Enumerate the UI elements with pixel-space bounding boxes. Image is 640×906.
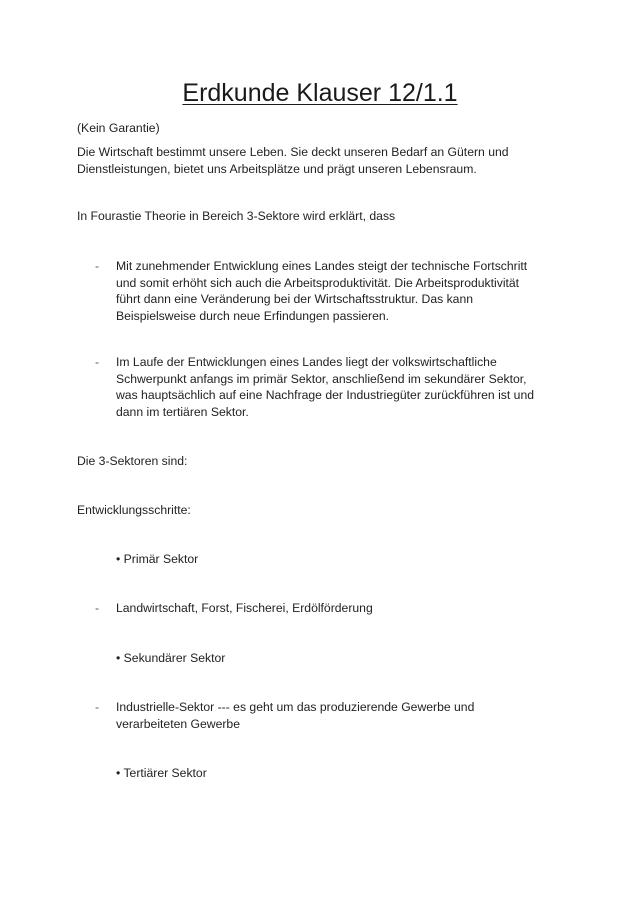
point-line: Mit zunehmender Entwicklung eines Landes steigt der technische Fortschritt — [116, 259, 528, 273]
steps-heading: Entwicklungsschritte: — [77, 503, 191, 517]
point-line: Schwerpunkt anfangs im primär Sektor, anschließend im sekundärer Sektor, — [116, 371, 527, 386]
sector-name: Tertiärer Sektor — [123, 766, 207, 780]
sector-description — [116, 699, 474, 732]
dash-marker: - — [95, 355, 100, 369]
sector-name: Sekundärer Sektor — [123, 651, 226, 665]
description-line: Landwirtschaft, Forst, Fischerei, Erdölförderung — [116, 601, 373, 615]
dash-marker: - — [95, 601, 100, 615]
point-line: führt dann eine Veränderung bei der Wirtschaftsstruktur. Das kann — [116, 292, 474, 306]
point-line: und somit erhöht sich auch die Arbeitsproduktivität. Die Arbeitsproduktivität — [116, 275, 520, 290]
point-line: Beispielsweise durch neue Erfindungen passieren. — [116, 308, 390, 323]
description-line: verarbeiteten Gewerbe — [116, 716, 240, 731]
sector-heading — [116, 765, 207, 782]
point-line: Im Laufe der Entwicklungen eines Landes liegt der volkswirtschaftliche — [116, 355, 497, 369]
theory-intro: In Fourastie Theorie in Bereich 3-Sektore wird erklärt, dass — [77, 209, 396, 223]
bullet-icon: • — [116, 552, 121, 566]
theory-point — [116, 354, 534, 420]
theory-point — [116, 258, 527, 324]
intro-line: Die Wirtschaft bestimmt unsere Leben. Sie deckt unseren Bedarf an Gütern und — [77, 145, 509, 159]
sector-name: Primär Sektor — [123, 552, 199, 566]
disclaimer-note: (Kein Garantie) — [77, 121, 160, 135]
intro-paragraph — [77, 144, 509, 177]
point-line: dann im tertiären Sektor. — [116, 404, 249, 419]
sectors-heading: Die 3-Sektoren sind: — [77, 454, 188, 468]
dash-marker: - — [95, 700, 100, 714]
intro-line: Dienstleistungen, bietet uns Arbeitsplätze und prägt unseren Lebensraum. — [77, 161, 477, 176]
page-title: Erdkunde Klauser 12/1.1 — [182, 79, 458, 107]
sector-heading — [116, 551, 198, 568]
sector-heading — [116, 650, 225, 667]
bullet-icon: • — [116, 651, 121, 665]
bullet-icon: • — [116, 766, 121, 780]
point-line: was hauptsächlich auf eine Nachfrage der Industriegüter zurückführen ist und — [116, 388, 535, 402]
sector-description — [116, 600, 373, 617]
dash-marker: - — [95, 259, 100, 273]
description-line: Industrielle-Sektor --- es geht um das produzierende Gewerbe und — [116, 700, 475, 714]
